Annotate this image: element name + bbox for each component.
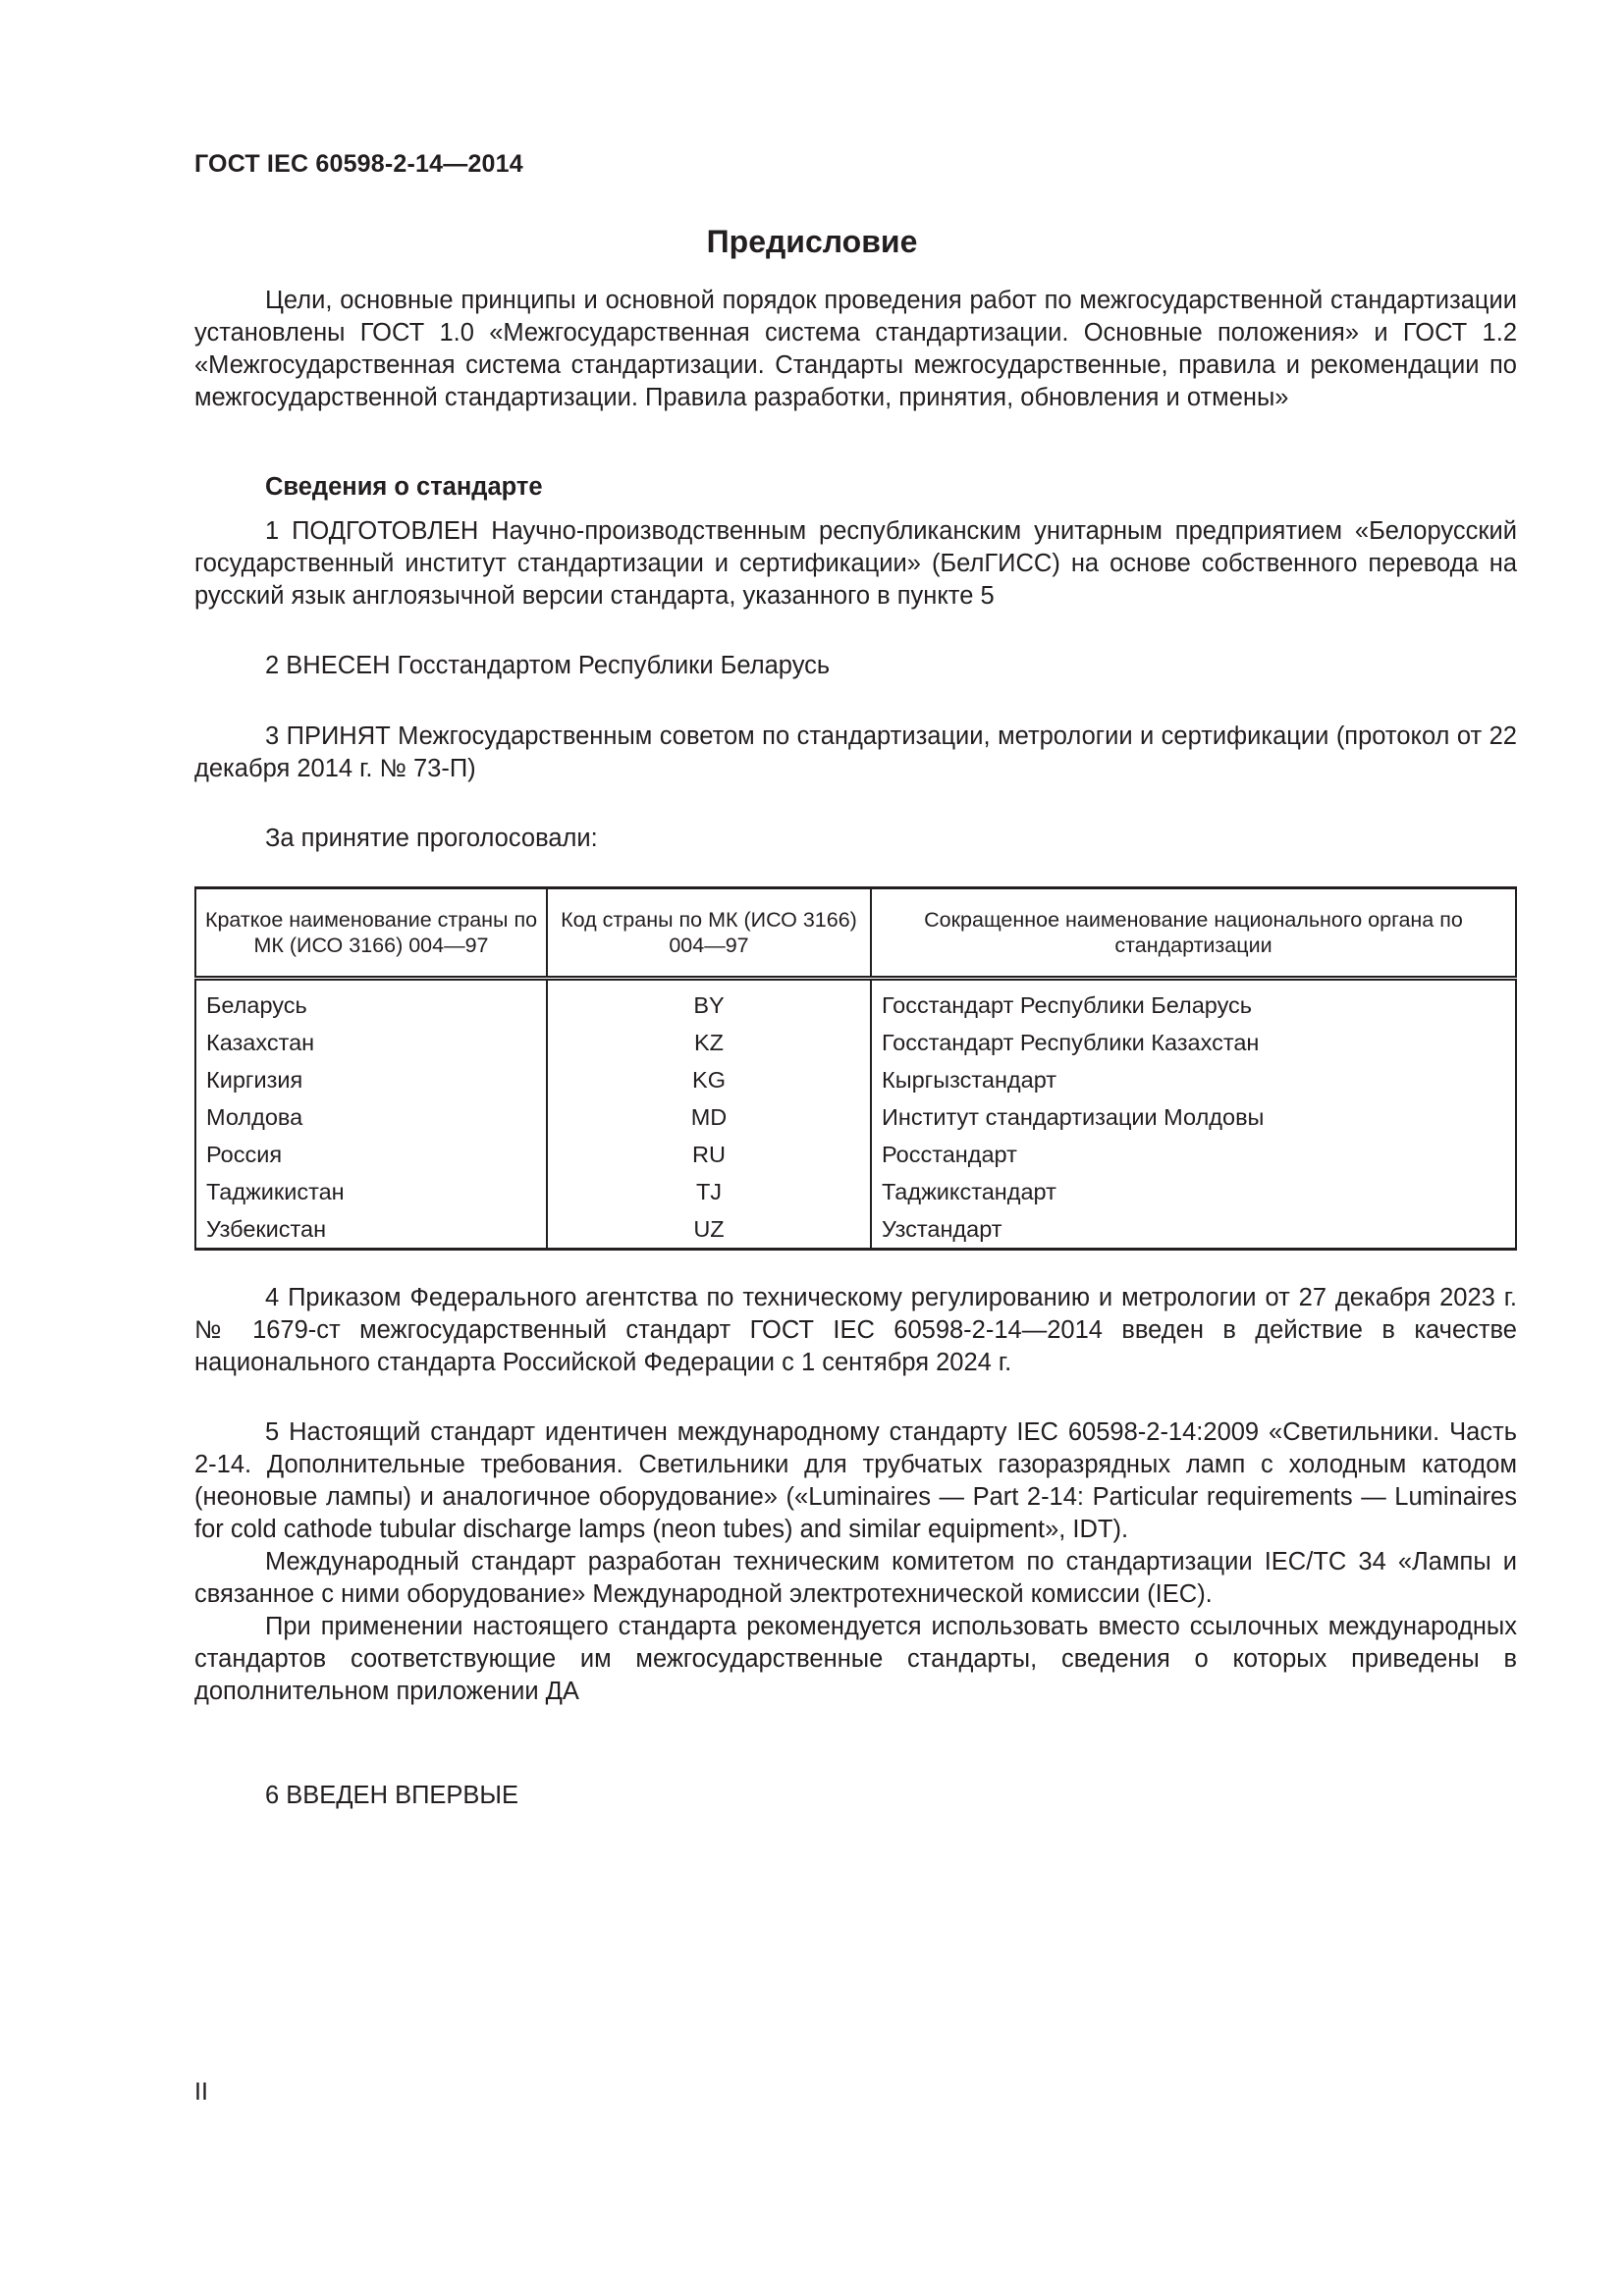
table-row [195, 1136, 1516, 1173]
item-3-paragraph: 3 ПРИНЯТ Межгосударственным советом по стандартизации, метрологии и сертификации (протокол от 22 декабря 2014 г. № 73-П) [194, 722, 1517, 782]
table-row [195, 1061, 1516, 1098]
country-code: KZ [547, 1024, 871, 1061]
header-national-body: Сокращенное наименование национального органа по стандартизации [871, 888, 1516, 979]
table-row [195, 1024, 1516, 1061]
country-code: KG [547, 1061, 871, 1098]
national-body: Таджикстандарт [871, 1173, 1516, 1210]
country-name: Казахстан [195, 1024, 547, 1061]
table-row [195, 1098, 1516, 1136]
table-row [195, 1210, 1516, 1250]
page-title: Предисловие [706, 224, 918, 259]
voting-table [194, 886, 1517, 1251]
intro-paragraph: Цели, основные принципы и основной порядок проведения работ по межгосударственной стандартизации установлены ГОСТ 1.0 «Межгосударственная система стандартизации. Основные положения» и ГОСТ 1.2 «Межгосударственная система стандартизации. Стандарты межгосударственные, правила и рекомендации по межгосударственной стандартизации. Правила разработки, принятия, обновления и отмены» [194, 287, 1517, 411]
header-country-name: Краткое наименование страны по МК (ИСО 3166) 004—97 [195, 888, 547, 979]
table-row [195, 979, 1516, 1025]
page-number: II [194, 2078, 208, 2106]
national-body: Госстандарт Республики Казахстан [871, 1024, 1516, 1061]
country-code: MD [547, 1098, 871, 1136]
item-5-paragraph: 5 Настоящий стандарт идентичен международному стандарту IEC 60598-2-14:2009 «Светильники. Часть 2-14. Дополнительные требования. Светильники для трубчатых газоразрядных ламп с холодным катодом (неоновые лампы) и аналогичное оборудование» («Luminaires — Part 2-14: Particular requirements — Luminaires for cold cathode tubular discharge lamps (neon tubes) and similar equipment», IDT). [194, 1418, 1517, 1543]
country-name: Россия [195, 1136, 547, 1173]
country-code: BY [547, 979, 871, 1025]
national-body: Кыргызстандарт [871, 1061, 1516, 1098]
item-5-usage-paragraph: При применении настоящего стандарта рекомендуется использовать вместо ссылочных международных стандартов соответствующие им межгосударственные стандарты, сведения о которых приведены в дополнительном приложении ДА [194, 1613, 1517, 1705]
header-country-code: Код страны по МК (ИСО 3166) 004—97 [547, 888, 871, 979]
item-1-paragraph: 1 ПОДГОТОВЛЕН Научно-производственным республиканским унитарным предприятием «Белорусский государственный институт стандартизации и сертификации» (БелГИСС) на основе собственного перевода на русский язык англоязычной версии стандарта, указанного в пункте 5 [194, 517, 1517, 610]
country-code: TJ [547, 1173, 871, 1210]
national-body: Институт стандартизации Молдовы [871, 1098, 1516, 1136]
voted-section [194, 823, 1517, 855]
info-heading: Сведения о стандарте [265, 473, 543, 501]
country-name: Узбекистан [195, 1210, 547, 1250]
intro-section [194, 285, 1517, 414]
item-3-section [194, 721, 1517, 785]
national-body: Госстандарт Республики Беларусь [871, 979, 1516, 1025]
item-5-committee-paragraph: Международный стандарт разработан техническим комитетом по стандартизации IEC/TC 34 «Лампы и связанное с ними оборудование» Международной электротехнической комиссии (IEC). [194, 1548, 1517, 1608]
document-id-header: ГОСТ IEC 60598-2-14—2014 [194, 150, 523, 178]
country-code: RU [547, 1136, 871, 1173]
item-6-paragraph: 6 ВВЕДЕН ВПЕРВЫЕ [265, 1782, 519, 1809]
item-6-section [194, 1780, 1517, 1812]
table-row [195, 1173, 1516, 1210]
item-5-section [194, 1416, 1517, 1708]
national-body: Узстандарт [871, 1210, 1516, 1250]
item-4-paragraph: 4 Приказом Федерального агентства по техническому регулированию и метрологии от 27 декабря 2023 г. № 1679-ст межгосударственный стандарт ГОСТ IEC 60598-2-14—2014 введен в действие в качестве национального стандарта Российской Федерации с 1 сентября 2024 г. [194, 1284, 1517, 1376]
country-name: Молдова [195, 1098, 547, 1136]
country-name: Таджикистан [195, 1173, 547, 1210]
item-2-paragraph: 2 ВНЕСЕН Госстандартом Республики Беларусь [265, 652, 831, 679]
country-name: Киргизия [195, 1061, 547, 1098]
country-name: Беларусь [195, 979, 547, 1025]
table-header-row [195, 888, 1516, 979]
item-1-section [194, 515, 1517, 613]
national-body: Росстандарт [871, 1136, 1516, 1173]
voted-label: За принятие проголосовали: [265, 825, 598, 852]
country-code: UZ [547, 1210, 871, 1250]
item-2-section [194, 650, 1517, 682]
item-4-section [194, 1282, 1517, 1379]
info-heading-section [194, 471, 1517, 504]
